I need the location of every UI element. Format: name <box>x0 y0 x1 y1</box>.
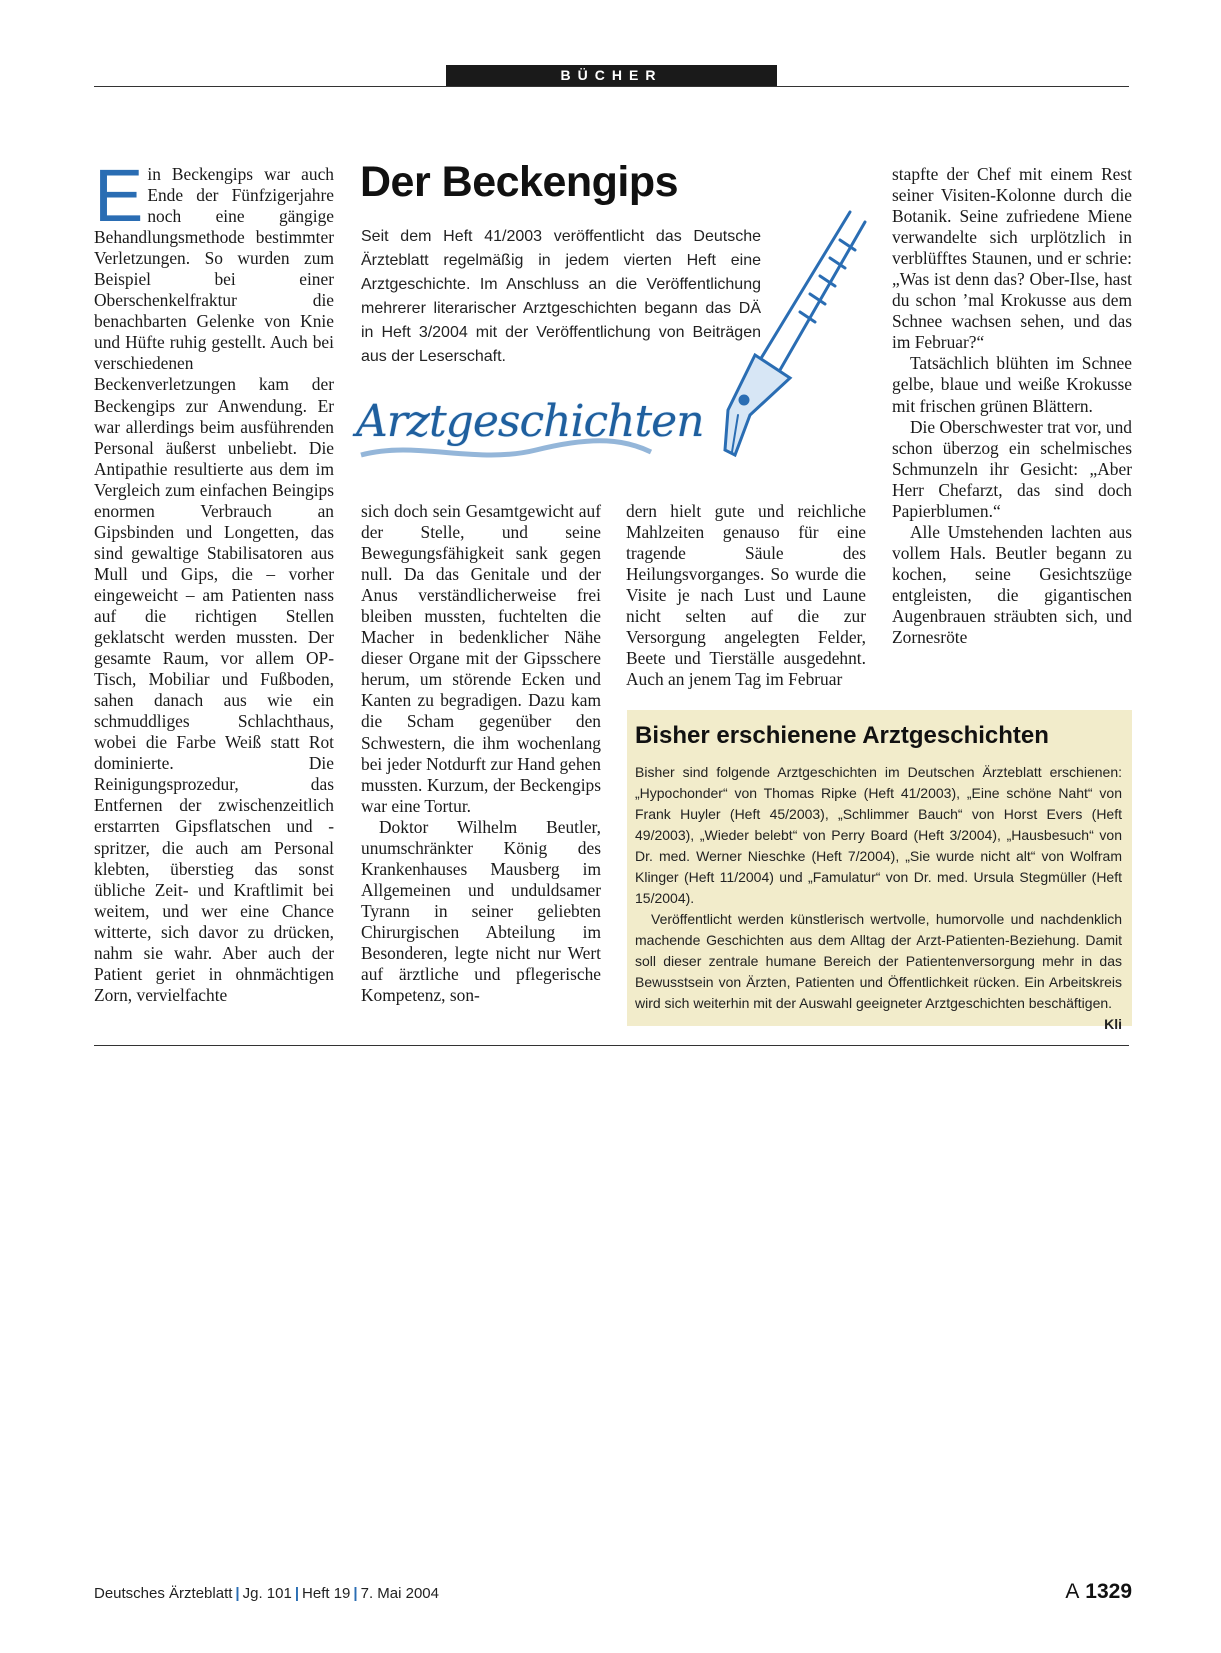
separator: | <box>235 1585 240 1602</box>
article-headline: Der Beckengips <box>360 158 679 206</box>
info-box-text: Veröffentlicht werden künstlerisch wertvolle, humorvolle und nachdenklich machende Geschichten aus dem Alltag der Arzt-Patienten-Beziehung. Damit soll dieser zentrale humane Bereich der Patientenversorgung mehr in das Bewusstsein von Ärzten, Patienten und Öffentlichkeit rücken. Ein Arbeitskreis wird sich weiterhin mit der Auswahl geeigneter Arztgeschichten beschäftigen. <box>635 911 1122 1011</box>
author-signature: Kli <box>1104 1016 1122 1032</box>
publication-name: Deutsches Ärzteblatt <box>94 1585 233 1602</box>
info-box-paragraph: Bisher sind folgende Arztgeschichten im Deutschen Ärzteblatt erschienen: „Hypochonder“ von Thomas Ripke (Heft 41/2003), „Eine schöne Naht“ von Frank Huyler (Heft 45/2003), „Schlimmer Bauch“ von Horst Evers (Heft 49/2003), „Wieder belebt“ von Perry Board (Heft 3/2004), „Hausbesuch“ von Dr. med. Werner Nieschke (Heft 7/2004), „Sie wurde nicht alt“ von Wolfram Klinger (Heft 11/2004) und „Famulatur“ von Dr. med. Ursula Stegmüller (Heft 15/2004). <box>635 764 1122 906</box>
issue: Heft 19 <box>302 1585 351 1602</box>
info-box <box>627 710 1132 1032</box>
paragraph: dern hielt gute und reichliche Mahlzeiten genauso für eine tragende Säule des Heilungsvorganges. So wurde die Visite je nach Lust und Laune nicht selten auf die zur Versorgung angelegten Felder, Beete und Tierställe ausgedehnt. Auch an jenem Tag im Februar <box>626 501 866 690</box>
separator: | <box>294 1585 300 1602</box>
info-box-paragraph <box>635 909 1122 1032</box>
paragraph: Die Oberschwester trat vor, und schon überzog ein schelmisches Schmunzeln ihr Gesicht: „Aber Herr Chefarzt, das sind doch Papierblumen.“ <box>892 416 1132 521</box>
bottom-rule <box>94 1045 1129 1046</box>
paragraph: Doktor Wilhelm Beutler, unumschränkter König des Krankenhauses Mausberg im Allgemeinen und unduldsamer Tyrann in seiner geliebten Chirurgischen Abteilung im Besonderen, legte nicht nur Wert auf ärztliche und pflegerische Kompetenz, son- <box>361 816 601 1006</box>
paragraph: in Beckengips war auch Ende der Fünfzigerjahre noch eine gängige Behandlungsmethode bestimmter Verletzungen. So wurden zum Beispiel bei einer Oberschenkelfraktur die benachbarten Gelenke von Knie und Hüfte ruhig gestellt. Auch bei verschiedenen Beckenverletzungen kam der Beckengips zur Anwendung. Er war allerdings beim ausführenden Personal äußerst unbeliebt. Die Antipathie resultierte aus dem im Vergleich zum einfachen Beingips enormen Verbrauch an Gipsbinden und Longetten, das sind gewaltige Stabilisatoren aus Mull und Gips, die – vorher eingeweicht – am Patienten nass auf die richtigen Stellen geklatscht werden mussten. Der gesamte Raum, vor allem OP-Tisch, Mobiliar und Fußboden, sahen danach aus wie ein schmuddliges Schlachthaus, wobei die Farbe Weiß statt Rot dominierte. Die Reinigungsprozedur, das Entfernen der zwischenzeitlich erstarrten Gipsflatschen und -spritzer, die auch am Personal klebten, überstieg das sonst übliche Zeit- und Kraftlimit bei weitem, und wer eine Chance witterte, sich davor zu drücken, nahm sie wahr. Aber auch der Patient geriet in ohnmächtigen Zorn, vervielfachte <box>94 164 334 1005</box>
arztgeschichten-logo: Arztgeschichten <box>356 396 704 447</box>
page-prefix: A <box>1065 1580 1080 1603</box>
section-header: BÜCHER <box>446 65 777 86</box>
volume: Jg. 101 <box>242 1585 292 1602</box>
paragraph: Alle Umstehenden lachten aus vollem Hals. Beutler begann zu kochen, seine Gesichtszüge entgleisten, die gigantischen Augenbrauen sträubten sich, und Zornesröte <box>892 521 1132 648</box>
article-intro: Seit dem Heft 41/2003 veröffentlicht das Deutsche Ärzteblatt regelmäßig in jedem vierten Heft eine Arztgeschichte. Im Anschluss an die Veröffentlichung mehrerer literarischer Arztgeschichten begann das DÄ in Heft 3/2004 mit der Veröffentlichung von Beiträgen aus der Leserschaft. <box>361 228 761 365</box>
text-column-1 <box>94 154 334 1006</box>
top-rule <box>94 86 1129 87</box>
page-number-value: 1329 <box>1085 1580 1132 1603</box>
paragraph: Tatsächlich blühten im Schnee gelbe, blaue und weiße Krokusse mit frischen grünen Blättern. <box>892 353 1132 416</box>
page-number <box>1065 1580 1132 1604</box>
text-column-4 <box>892 164 1132 648</box>
paragraph: stapfte der Chef mit einem Rest seiner Visiten-Kolonne durch die Botanik. Seine zufriedene Miene verwandelte sich urplötzlich in verblüfftes Staunen, und er schrie: „Was ist denn das? Ober-Ilse, hast du schon ’mal Krokusse aus dem Schnee wachsen sehen, und das im Februar?“ <box>892 164 1132 353</box>
info-box-title: Bisher erschienene Arztgeschichten <box>635 722 1049 749</box>
separator: | <box>353 1585 358 1602</box>
footer <box>94 1585 439 1602</box>
text-column-3 <box>626 501 866 690</box>
date: 7. Mai 2004 <box>360 1585 439 1602</box>
text-column-2 <box>361 501 601 1006</box>
drop-cap: E <box>94 154 144 237</box>
paragraph: sich doch sein Gesamtgewicht auf der Stelle, und seine Bewegungsfähigkeit sank gegen null. Da das Genitale und der Anus verständlicherweise frei bleiben mussten, fuchtelten die Macher in bedenklicher Nähe dieser Organe mit der Gipsschere herum, um störende Ecken und Kanten zu begradigen. Dazu kam die Scham gegenüber den Schwestern, die ihm wochenlang bei jeder Notdurft zur Hand gehen mussten. Kurzum, der Beckengips war eine Tortur. <box>361 501 601 816</box>
